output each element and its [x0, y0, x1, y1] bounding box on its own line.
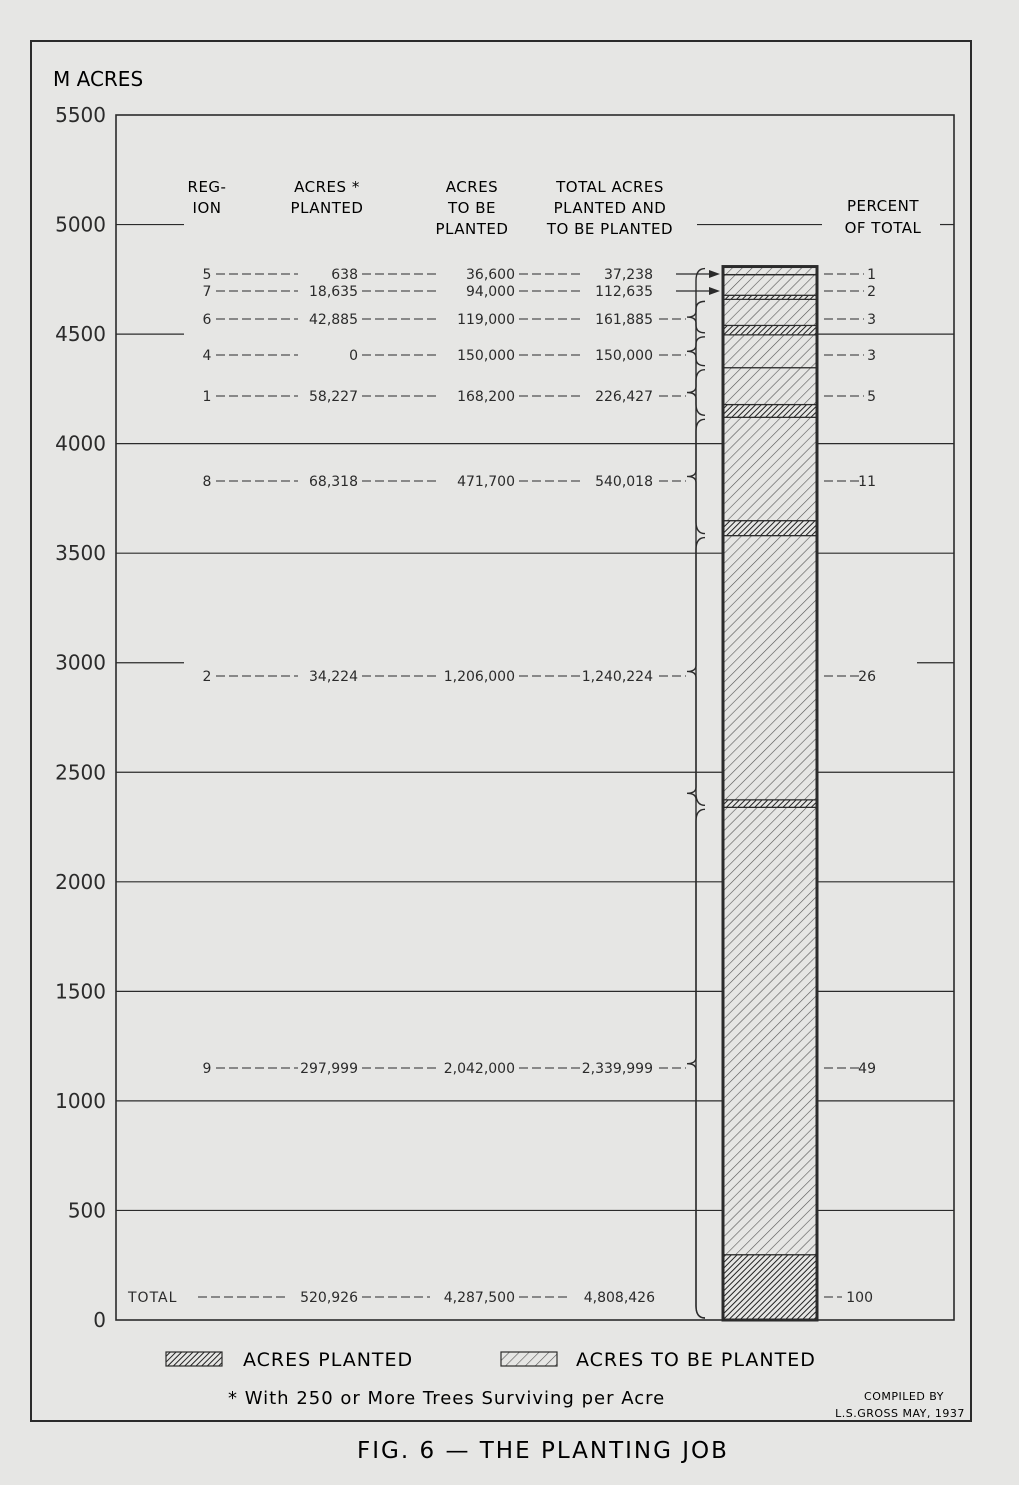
total-percent: 100	[846, 1290, 873, 1306]
row-total-5: 37,238	[604, 267, 653, 283]
row-to-be-planted-7: 94,000	[466, 284, 515, 300]
y-tick-label: 1500	[55, 979, 106, 1004]
row-planted-5: 638	[331, 267, 358, 283]
column-headers	[188, 178, 922, 238]
legend	[166, 1349, 816, 1371]
row-percent-9: 49	[858, 1061, 876, 1077]
pointer-arrow-head	[709, 270, 720, 278]
row-region-2: 2	[202, 669, 212, 685]
header-percent-of-total: PERCENT OF TOTAL	[844, 197, 922, 237]
figure-title: FIG. 6 — THE PLANTING JOB	[357, 1438, 729, 1464]
row-percent-1: 5	[867, 389, 876, 405]
row-to-be-planted-6: 119,000	[457, 312, 515, 328]
row-total-9: 2,339,999	[581, 1061, 653, 1077]
bar-segment-to-be-planted-region-4	[723, 335, 817, 368]
row-percent-6: 3	[867, 312, 876, 328]
total-label: TOTAL	[128, 1290, 178, 1306]
row-total-2: 1,240,224	[581, 669, 653, 685]
row-to-be-planted-8: 471,700	[457, 474, 515, 490]
header-acres-to-be-planted: ACRES TO BE PLANTED	[435, 178, 509, 238]
row-planted-4: 0	[349, 348, 358, 364]
bar-segment-planted-region-7	[723, 295, 817, 299]
y-tick-label: 5000	[55, 212, 106, 237]
y-tick-label: 500	[67, 1198, 106, 1223]
y-axis-label: M ACRES	[53, 67, 144, 91]
row-percent-2: 26	[858, 669, 876, 685]
legend-swatch-planted	[166, 1352, 222, 1366]
bar-segment-to-be-planted-region-7	[723, 275, 817, 296]
bar-segment-planted-region-9	[723, 1255, 817, 1320]
y-tick-label: 3000	[55, 650, 106, 675]
row-planted-7: 18,635	[309, 284, 358, 300]
y-tick-label: 5500	[55, 103, 106, 127]
row-region-6: 6	[202, 312, 212, 328]
row-planted-1: 58,227	[309, 389, 358, 405]
bar-segment-to-be-planted-region-1	[723, 368, 817, 405]
row-to-be-planted-2: 1,206,000	[443, 669, 515, 685]
row-region-5: 5	[202, 267, 212, 283]
total-planted: 520,926	[300, 1290, 358, 1306]
row-total-1: 226,427	[595, 389, 653, 405]
row-planted-9: 297,999	[300, 1061, 358, 1077]
credit-line-2: L.S.GROSS MAY, 1937	[835, 1407, 965, 1420]
y-tick-label: 2500	[55, 760, 106, 785]
row-planted-6: 42,885	[309, 312, 358, 328]
bar-segment-to-be-planted-region-6	[723, 299, 817, 325]
row-total-4: 150,000	[595, 348, 653, 364]
row-percent-5: 1	[867, 267, 876, 283]
bar-segment-planted-region-8	[723, 521, 817, 536]
plot-frame	[116, 115, 954, 1320]
row-percent-4: 3	[867, 348, 876, 364]
y-tick-label: 2000	[55, 869, 106, 894]
row-planted-2: 34,224	[309, 669, 358, 685]
legend-label-to-be-planted: ACRES TO BE PLANTED	[576, 1349, 816, 1371]
bar-segment-to-be-planted-region-8	[723, 417, 817, 520]
bar-segment-planted-region-2	[723, 800, 817, 807]
y-tick-label: 3500	[55, 541, 106, 566]
row-region-9: 9	[202, 1061, 212, 1077]
pointer-arrow-head	[709, 287, 720, 295]
bar-segment-to-be-planted-region-2	[723, 536, 817, 800]
row-percent-7: 2	[867, 284, 876, 300]
row-total-8: 540,018	[595, 474, 653, 490]
y-tick-label: 1000	[55, 1088, 106, 1113]
y-tick-label: 4500	[55, 322, 106, 347]
header-total-acres: TOTAL ACRES PLANTED AND TO BE PLANTED	[546, 178, 674, 238]
row-planted-8: 68,318	[309, 474, 358, 490]
bar-segment-planted-region-1	[723, 405, 817, 418]
footnote: * With 250 or More Trees Surviving per Acre	[228, 1388, 666, 1409]
row-region-8: 8	[202, 474, 212, 490]
header-acres-planted: ACRES * PLANTED	[290, 178, 364, 217]
row-region-7: 7	[202, 284, 212, 300]
legend-swatch-to-be-planted	[501, 1352, 557, 1366]
outer-border	[31, 41, 971, 1421]
row-region-4: 4	[202, 348, 212, 364]
row-percent-8: 11	[858, 474, 876, 490]
row-to-be-planted-9: 2,042,000	[443, 1061, 515, 1077]
y-tick-label: 4000	[55, 431, 106, 456]
row-region-1: 1	[202, 389, 212, 405]
row-total-7: 112,635	[595, 284, 653, 300]
stacked-bar	[723, 267, 817, 1320]
total-to-be-planted: 4,287,500	[443, 1290, 515, 1306]
bar-segment-to-be-planted-region-9	[723, 807, 817, 1254]
row-to-be-planted-5: 36,600	[466, 267, 515, 283]
row-to-be-planted-4: 150,000	[457, 348, 515, 364]
y-tick-label: 0	[93, 1308, 106, 1332]
bar-segment-planted-region-6	[723, 325, 817, 334]
legend-label-planted: ACRES PLANTED	[243, 1349, 414, 1371]
row-to-be-planted-1: 168,200	[457, 389, 515, 405]
total-total: 4,808,426	[583, 1290, 655, 1306]
header-region: REG-ION	[187, 178, 227, 217]
credit-line-1: COMPILED BY	[864, 1390, 944, 1403]
row-total-6: 161,885	[595, 312, 653, 328]
